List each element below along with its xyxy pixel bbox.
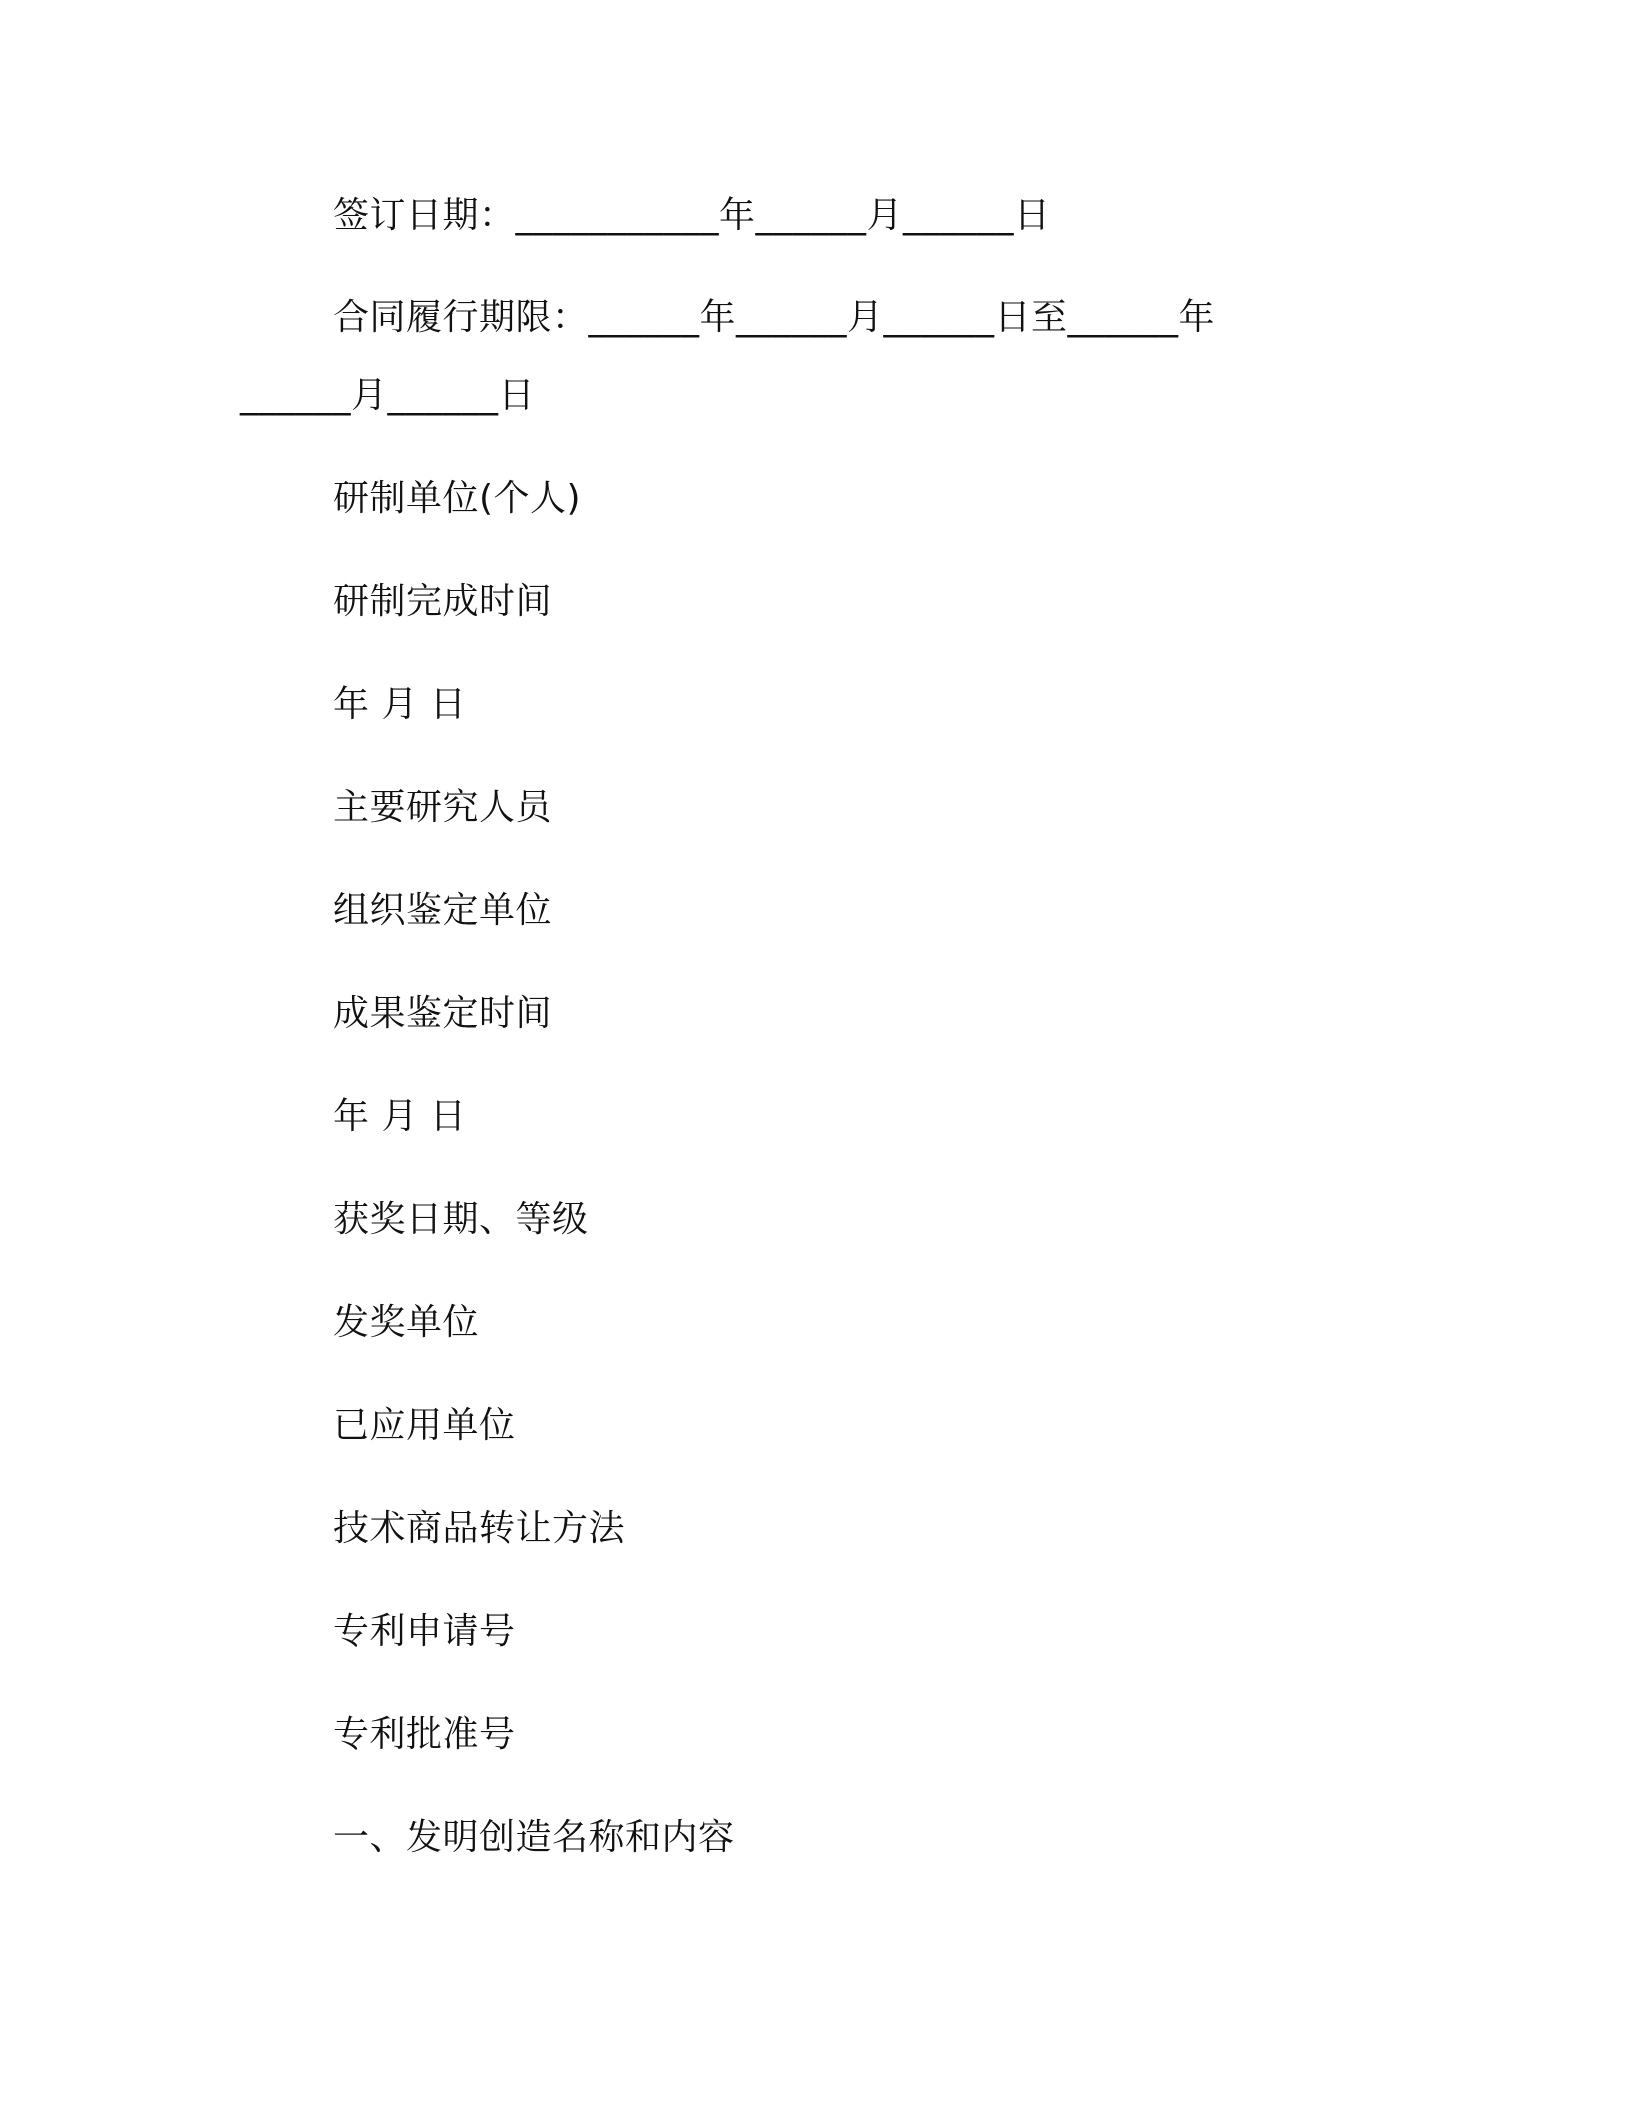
- patent-approval-number-label: 专利批准号: [333, 1714, 516, 1755]
- appraisal-org-label: 组织鉴定单位: [333, 890, 553, 931]
- award-date-level-label: 获奖日期、等级: [333, 1199, 589, 1240]
- completion-date-blank: 年 月 日: [333, 684, 467, 725]
- signing-date-line: 签订日期：___________年______月______日: [333, 195, 1051, 236]
- contract-term-line: 合同履行期限：______年______月______日至______年: [333, 297, 1216, 338]
- main-researchers-label: 主要研究人员: [333, 787, 553, 828]
- appraisal-date-blank: 年 月 日: [333, 1096, 467, 1137]
- award-issuer-label: 发奖单位: [333, 1302, 480, 1343]
- section-heading-invention: 一、发明创造名称和内容: [333, 1817, 735, 1858]
- appraisal-time-label: 成果鉴定时间: [333, 993, 553, 1034]
- transfer-method-label: 技术商品转让方法: [333, 1508, 626, 1549]
- applied-units-label: 已应用单位: [333, 1405, 516, 1446]
- patent-application-number-label: 专利申请号: [333, 1611, 516, 1652]
- developer-label: 研制单位(个人): [333, 478, 582, 519]
- completion-time-label: 研制完成时间: [333, 581, 553, 622]
- contract-term-continuation: ______月______日: [240, 375, 535, 416]
